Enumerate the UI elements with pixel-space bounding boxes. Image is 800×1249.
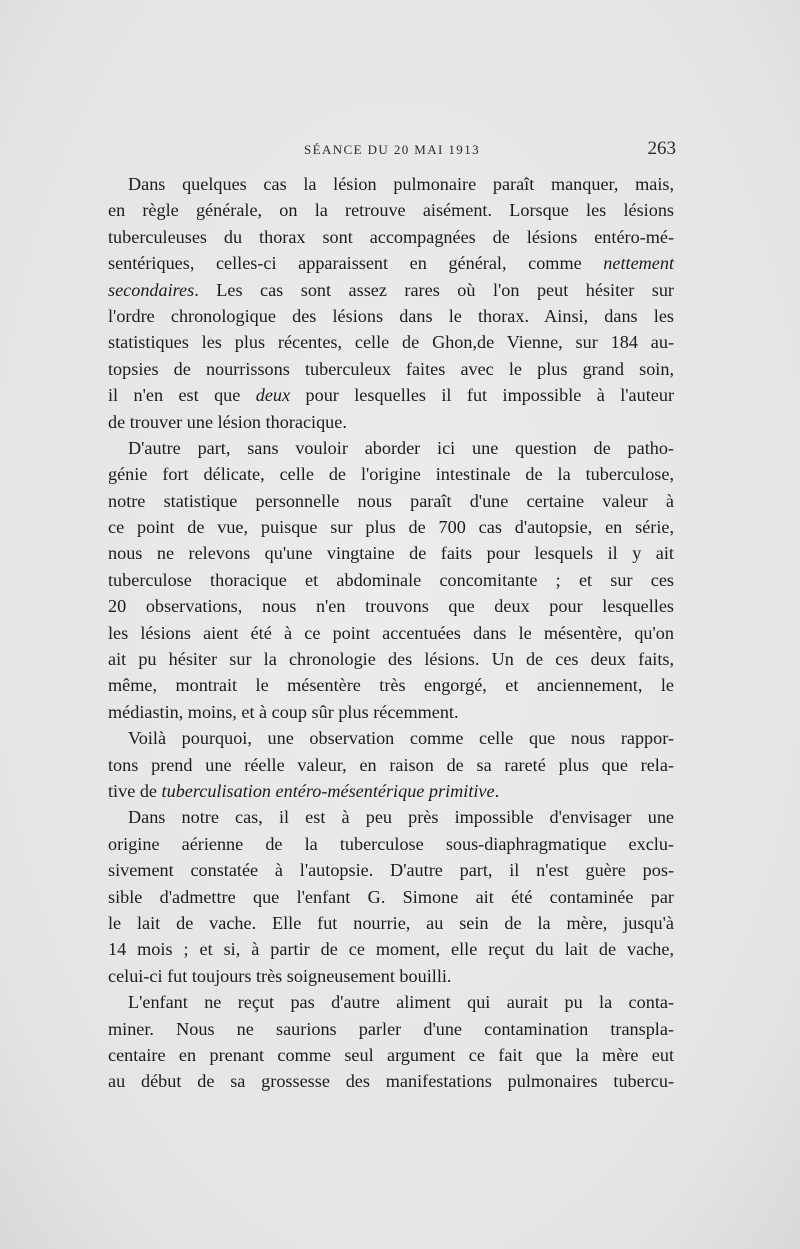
text-line [108, 725, 674, 751]
text-segment: tuberculose thoracique et abdominale concomitante ; et sur ces [108, 569, 674, 590]
text-segment: statistiques les plus récentes, celle de Ghon,de Vienne, sur 184 au- [108, 332, 674, 353]
text-line [108, 1016, 674, 1042]
text-segment: Voilà pourquoi, une observation comme celle que nous rappor- [128, 728, 674, 749]
text-line [108, 329, 674, 355]
text-segment: sible d'admettre que l'enfant G. Simone ait été contaminée par [108, 886, 674, 907]
text-segment: le lait de vache. Elle fut nourrie, au sein de la mère, jusqu'à [108, 912, 674, 933]
text-segment: de trouver une lésion thoracique. [108, 411, 347, 432]
text-segment: nous ne relevons qu'une vingtaine de faits pour lesquels il y ait [108, 543, 674, 564]
text-line [108, 989, 674, 1015]
text-line [108, 171, 674, 197]
text-line [108, 910, 674, 936]
text-segment: ait pu hésiter sur la chronologie des lésions. Un de ces deux faits, [108, 649, 674, 670]
text-segment: D'autre part, sans vouloir aborder ici une question de patho- [128, 437, 674, 458]
text-segment: sivement constatée à l'autopsie. D'autre part, il n'est guère pos- [108, 860, 674, 881]
text-segment: médiastin, moins, et à coup sûr plus récemment. [108, 701, 459, 722]
text-line [108, 277, 674, 303]
text-line [108, 356, 674, 382]
text-line [108, 540, 674, 566]
italic-text: secondaires [108, 279, 195, 300]
text-segment: génie fort délicate, celle de l'origine intestinale de la tuberculose, [108, 464, 674, 485]
text-segment: miner. Nous ne saurions parler d'une contamination transpla- [108, 1018, 674, 1039]
text-line [108, 250, 674, 276]
text-line [108, 857, 674, 883]
italic-text: deux [255, 385, 291, 406]
running-head: SÉANCE DU 20 MAI 1913 [303, 142, 480, 157]
text-segment: centaire en prenant comme seul argument ce fait que la mère eut [108, 1044, 674, 1065]
text-segment: . Les cas sont assez rares où l'on peut hésiter sur [194, 279, 674, 300]
text-line [108, 461, 674, 487]
page-header [108, 138, 676, 162]
text-line [108, 804, 674, 830]
text-segment: notre statistique personnelle nous paraît d'une certaine valeur à [108, 490, 674, 511]
text-line [108, 752, 674, 778]
text-line [108, 620, 674, 646]
text-segment: topsies de nourrissons tuberculeux faites avec le plus grand soin, [108, 358, 674, 379]
text-line [108, 646, 674, 672]
text-line [108, 963, 674, 989]
text-segment: celui-ci fut toujours très soigneusement bouilli. [108, 965, 452, 986]
text-segment: tive de [108, 780, 162, 801]
text-line [108, 1068, 674, 1094]
text-line [108, 593, 674, 619]
page-number: 263 [647, 138, 676, 159]
italic-text: tuberculisation entéro-mésentérique primitive [161, 780, 495, 801]
text-segment: ce point de vue, puisque sur plus de 700 cas d'autopsie, en série, [108, 517, 674, 538]
text-segment: en règle générale, on la retrouve aisément. Lorsque les lésions [108, 200, 674, 221]
text-segment: tons prend une réelle valeur, en raison de sa rareté plus que rela- [108, 754, 674, 775]
text-line [108, 514, 674, 540]
text-line [108, 1042, 674, 1068]
text-line [108, 884, 674, 910]
text-line [108, 936, 674, 962]
text-line [108, 567, 674, 593]
text-segment: L'enfant ne reçut pas d'autre aliment qui aurait pu la conta- [128, 992, 674, 1013]
text-line [108, 224, 674, 250]
text-line [108, 435, 674, 461]
text-segment: 14 mois ; et si, à partir de ce moment, elle reçut du lait de vache, [108, 939, 674, 960]
text-segment: l'ordre chronologique des lésions dans le thorax. Ainsi, dans les [108, 305, 674, 326]
text-segment: au début de sa grossesse des manifestations pulmonaires tubercu- [108, 1071, 674, 1092]
text-segment: Dans quelques cas la lésion pulmonaire paraît manquer, mais, [128, 174, 674, 194]
text-segment: les lésions aient été à ce point accentuées dans le mésentère, qu'on [108, 622, 674, 643]
text-line [108, 303, 674, 329]
body-text [108, 171, 674, 1095]
text-segment: pour lesquelles il fut impossible à l'auteur [290, 385, 674, 406]
text-segment: même, montrait le mésentère très engorgé, et anciennement, le [108, 675, 674, 696]
text-line [108, 488, 674, 514]
text-segment: . [494, 780, 500, 801]
text-segment: 20 observations, nous n'en trouvons que deux pour lesquelles [108, 596, 674, 617]
text-line [108, 409, 674, 435]
text-line [108, 197, 674, 223]
text-segment: origine aérienne de la tuberculose sous-diaphragmatique exclu- [108, 833, 674, 854]
text-segment: il n'en est que [108, 385, 256, 406]
text-line [108, 382, 674, 408]
text-segment: sentériques, celles-ci apparaissent en général, comme [108, 253, 604, 274]
italic-text: nettement [603, 253, 674, 274]
text-line [108, 778, 674, 804]
text-line [108, 831, 674, 857]
text-segment: Dans notre cas, il est à peu près impossible d'envisager une [128, 807, 674, 828]
text-line [108, 699, 674, 725]
text-segment: tuberculeuses du thorax sont accompagnées de lésions entéro-mé- [108, 226, 674, 247]
text-line [108, 672, 674, 698]
